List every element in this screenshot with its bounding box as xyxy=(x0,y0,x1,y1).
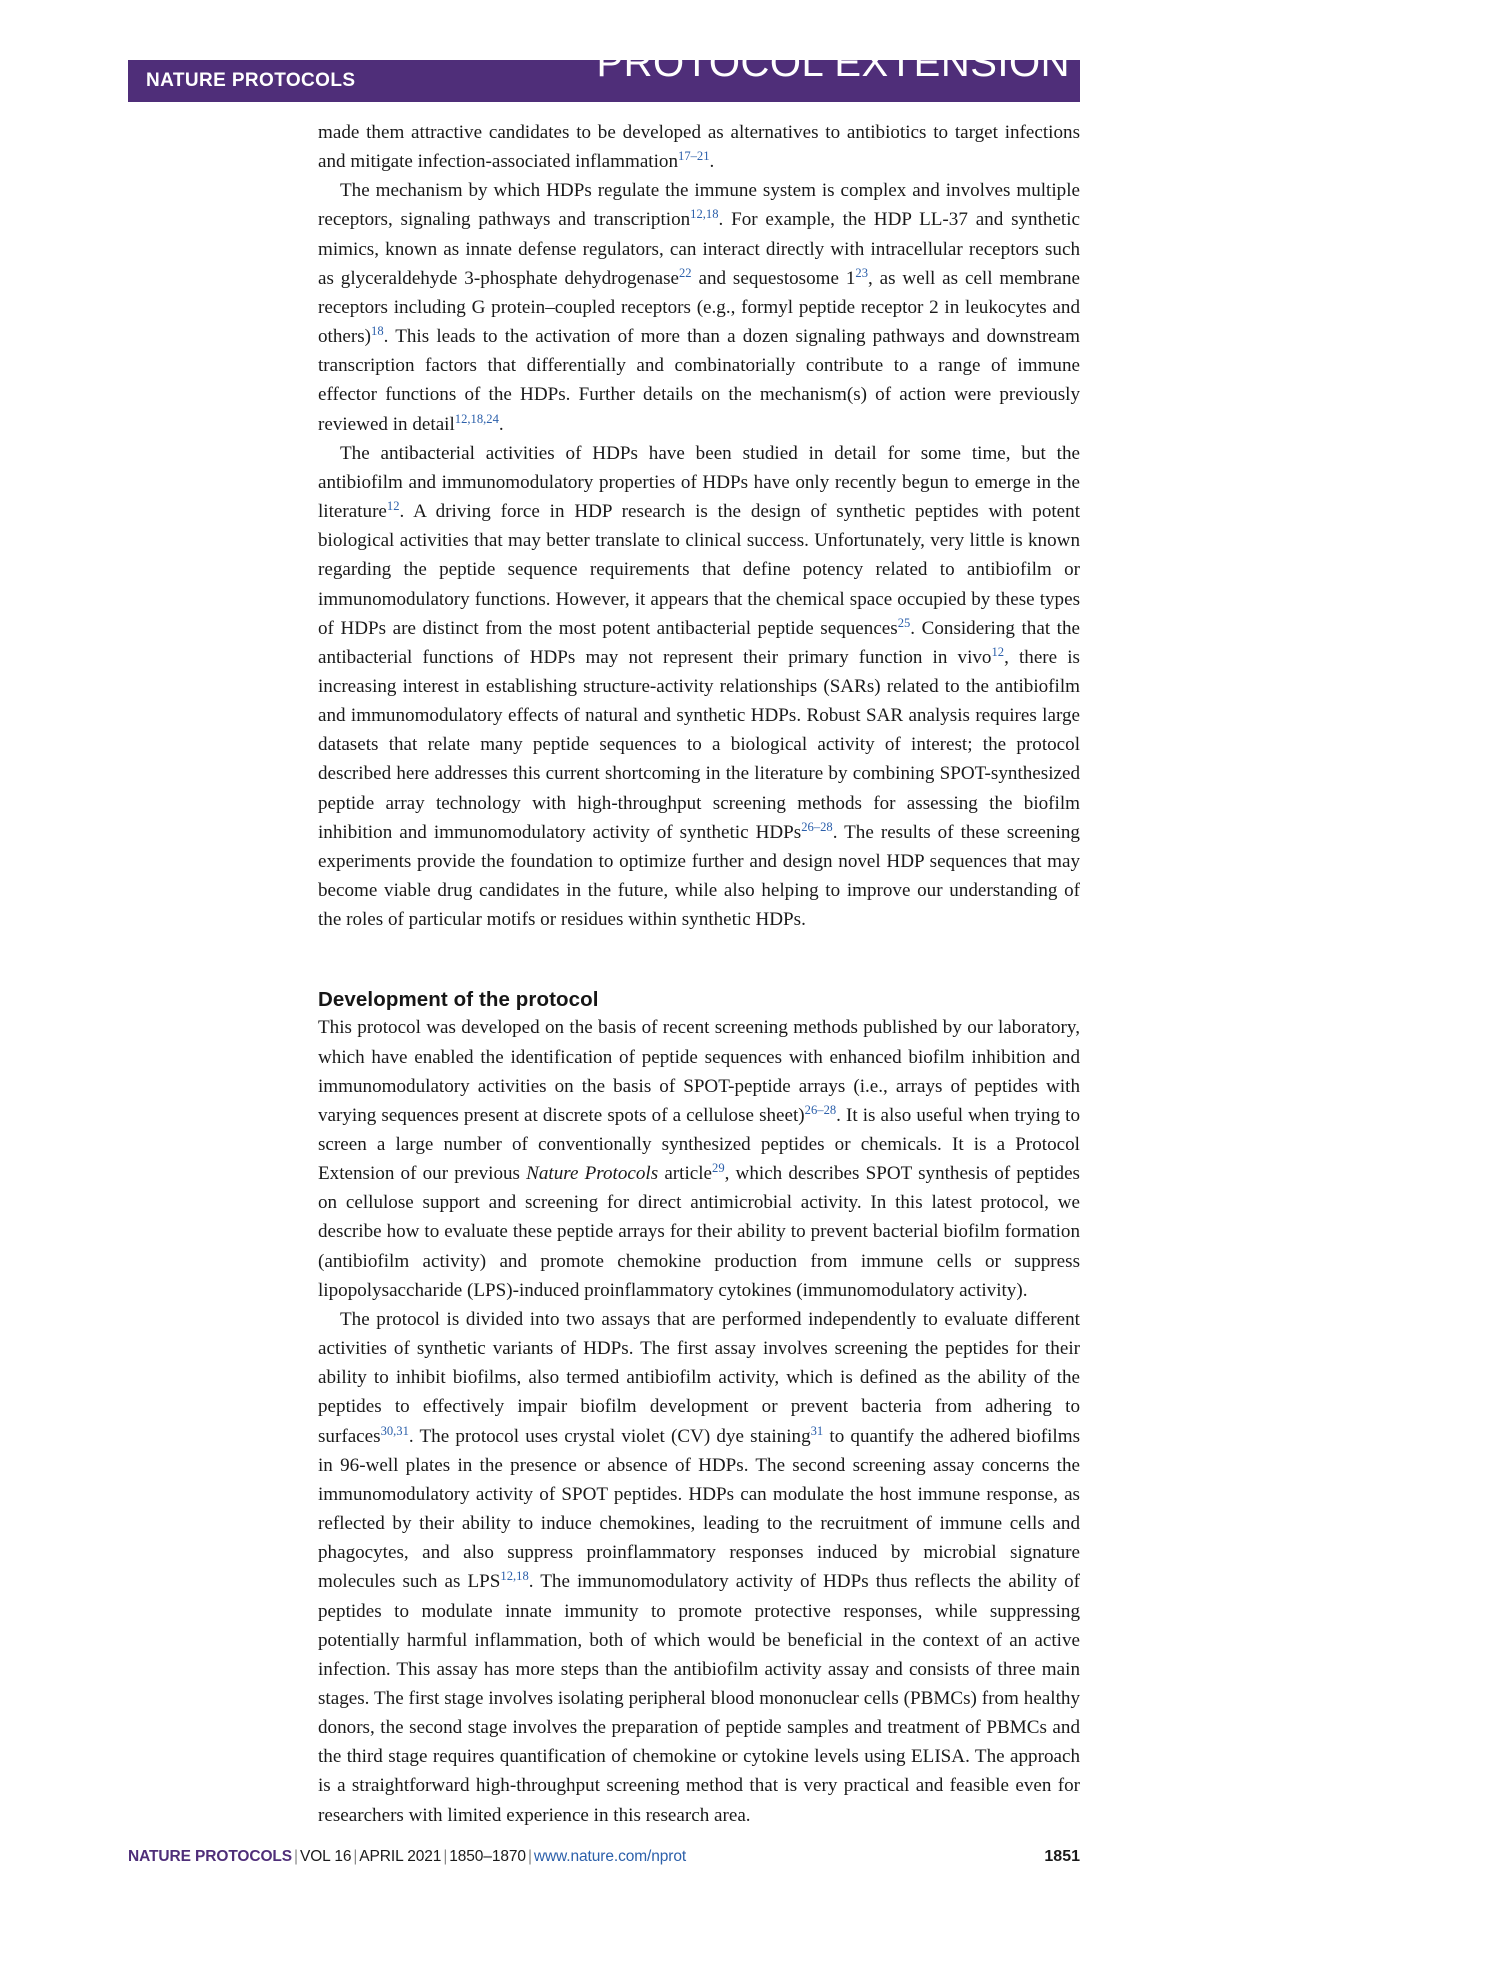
s2-text-b: . The protocol uses crystal violet (CV) dye staining xyxy=(408,1425,811,1447)
journal-italic-mention: Nature Protocols xyxy=(526,1163,659,1185)
citation-ref[interactable]: 31 xyxy=(810,1423,824,1438)
paragraph-continuation xyxy=(318,118,1080,176)
p2-text-a: The mechanism by which HDPs regulate the immune system is complex and involves multiple receptors, signaling pathways and transcription xyxy=(318,180,1080,231)
paragraph-antibacterial xyxy=(318,439,1080,935)
p2-text-f: . xyxy=(498,413,504,435)
citation-ref[interactable]: 30,31 xyxy=(380,1423,409,1438)
running-head-banner xyxy=(128,41,1080,102)
footer-separator: | xyxy=(527,1848,532,1865)
citation-ref[interactable]: 26–28 xyxy=(804,1102,837,1117)
p1-text-a: made them attractive candidates to be developed as alternatives to antibiotics to target infections and mitigate infection-associated inflammation xyxy=(318,122,1080,173)
citation-ref[interactable]: 25 xyxy=(897,615,911,630)
p2-text-c: and sequestosome 1 xyxy=(691,267,856,289)
citation-ref[interactable]: 12,18 xyxy=(690,207,719,222)
footer-separator: | xyxy=(443,1848,448,1865)
p1-text-b: . xyxy=(709,151,715,173)
p3-text-c: . Considering that the antibacterial functions of HDPs may not represent their primary function in vivo xyxy=(318,617,1080,668)
section-heading-development: Development of the protocol xyxy=(318,988,599,1012)
p3-text-d: , there is increasing interest in establishing structure-activity relationships (SARs) related to the antibiofilm and immunomodulatory effects of natural and synthetic HDPs. Robust SAR analysis requires large datasets that relate many peptide sequences to a biological activity of interest; the protocol described here addresses this current shortcoming in the literature by combining SPOT-synthesized peptide array technology with high-throughput screening methods for assessing the biofilm inhibition and immunomodulatory activity of synthetic HDPs xyxy=(318,646,1080,843)
page-footer xyxy=(128,1848,1080,1866)
p3-text-b: . A driving force in HDP research is the design of synthetic peptides with potent biological activities that may better translate to clinical success. Unfortunately, very little is known regarding the peptide sequence requirements that define potency related to antibiofilm or immunomodulatory functions. However, it appears that the chemical space occupied by these types of HDPs are distinct from the most potent antibacterial peptide sequences xyxy=(318,501,1080,639)
footer-page-range: 1850–1870 xyxy=(449,1848,526,1865)
citation-ref[interactable]: 12 xyxy=(386,499,400,514)
footer-date: APRIL 2021 xyxy=(359,1848,442,1865)
paragraph-two-assays xyxy=(318,1305,1080,1830)
s2-text-c: to quantify the adhered biofilms in 96-well plates in the presence or absence of HDPs. The second screening assay concerns the immunomodulatory activity of SPOT peptides. HDPs can modulate the host immune response, as reflected by their ability to induce chemokines, leading to the recruitment of immune cells and phagocytes, and also suppress proinflammatory responses induced by microbial signature molecules such as LPS xyxy=(318,1425,1080,1593)
s1-text-a: This protocol was developed on the basis of recent screening methods published by our laboratory, which have enabled the identification of peptide sequences with enhanced biofilm inhibition and immunomodulatory activities on the basis of SPOT-peptide arrays (i.e., arrays of peptides with varying sequences present at discrete spots of a cellulose sheet) xyxy=(318,1017,1080,1126)
citation-ref[interactable]: 22 xyxy=(679,265,692,280)
s2-text-a: The protocol is divided into two assays that are performed independently to evaluate different activities of synthetic variants of HDPs. The first assay involves screening the peptides for their ability to inhibit biofilms, also termed antibiofilm activity, which is defined as the ability of the peptides to effectively impair biofilm development or prevent bacteria from adhering to surfaces xyxy=(318,1308,1080,1447)
footer-journal-name: NATURE PROTOCOLS xyxy=(128,1848,293,1865)
p3-text-e: . The results of these screening experiments provide the foundation to optimize further and design novel HDP sequences that may become viable drug candidates in the future, while also helping to improve our understanding of the roles of particular motifs or residues within synthetic HDPs. xyxy=(318,821,1080,931)
text-column xyxy=(318,118,1080,1830)
footer-separator: | xyxy=(353,1848,358,1865)
p2-text-b: . For example, the HDP LL-37 and synthetic mimics, known as innate defense regulators, can interact directly with intracellular receptors such as glyceraldehyde 3-phosphate dehydrogenase xyxy=(318,209,1081,289)
citation-ref[interactable]: 12,18,24 xyxy=(454,411,499,426)
footer-citation-line xyxy=(128,1848,686,1866)
footer-separator: | xyxy=(294,1848,298,1865)
footer-volume: VOL 16 xyxy=(299,1848,352,1865)
article-type-label: PROTOCOL EXTENSION xyxy=(596,41,1070,85)
citation-ref[interactable]: 12,18 xyxy=(500,1569,529,1584)
journal-title: NATURE PROTOCOLS xyxy=(146,70,356,91)
s1-text-d: , which describes SPOT synthesis of peptides on cellulose support and screening for direct antimicrobial activity. In this latest protocol, we describe how to evaluate these peptide arrays for their ability to prevent bacterial biofilm formation (antibiofilm activity) and promote chemokine production from immune cells or suppress lipopolysaccharide (LPS)-induced proinflammatory cytokines (immunomodulatory activity). xyxy=(318,1163,1080,1301)
citation-ref[interactable]: 26–28 xyxy=(801,819,833,834)
section-spacer xyxy=(318,934,1080,988)
paragraph-mechanism xyxy=(318,176,1080,438)
citation-ref[interactable]: 12 xyxy=(991,644,1005,659)
citation-ref[interactable]: 23 xyxy=(855,265,868,280)
citation-ref[interactable]: 29 xyxy=(712,1161,725,1176)
citation-ref[interactable]: 17–21 xyxy=(678,149,710,164)
s2-text-d: . The immunomodulatory activity of HDPs thus reflects the ability of peptides to modulate innate immunity to promote protective responses, while suppressing potentially harmful inflammation, both of which would be beneficial in the context of an active infection. This assay has more steps than the antibiofilm activity assay and consists of three main stages. The first stage involves isolating peripheral blood mononuclear cells (PBMCs) from healthy donors, the second stage involves the preparation of peptide samples and treatment of PBMCs and the third stage requires quantification of chemokine or cytokine levels using ELISA. The approach is a straightforward high-throughput screening method that is very practical and feasible even for researchers with limited experience in this research area. xyxy=(318,1571,1080,1826)
page-number: 1851 xyxy=(1044,1848,1080,1865)
p3-text-a: The antibacterial activities of HDPs have been studied in detail for some time, but the antibiofilm and immunomodulatory properties of HDPs have only recently begun to emerge in the literature xyxy=(318,442,1080,523)
paragraph-development-intro xyxy=(318,1013,1080,1305)
p2-text-e: . This leads to the activation of more than a dozen signaling pathways and downstream transcription factors that differentially and combinatorially contribute to a range of immune effector functions of the HDPs. Further details on the mechanism(s) of action were previously reviewed in detail xyxy=(318,326,1080,435)
s1-text-b: . It is also useful when trying to screen a large number of conventionally synthesized peptides or chemicals. It is a Protocol Extension of our previous xyxy=(318,1104,1080,1185)
footer-url-link[interactable]: www.nature.com/nprot xyxy=(533,1848,687,1865)
s1-text-c: article xyxy=(658,1163,713,1185)
p2-text-d: , as well as cell membrane receptors including G protein–coupled receptors (e.g., formyl peptide receptor 2 in leukocytes and others) xyxy=(318,267,1080,348)
citation-ref[interactable]: 18 xyxy=(371,324,384,339)
